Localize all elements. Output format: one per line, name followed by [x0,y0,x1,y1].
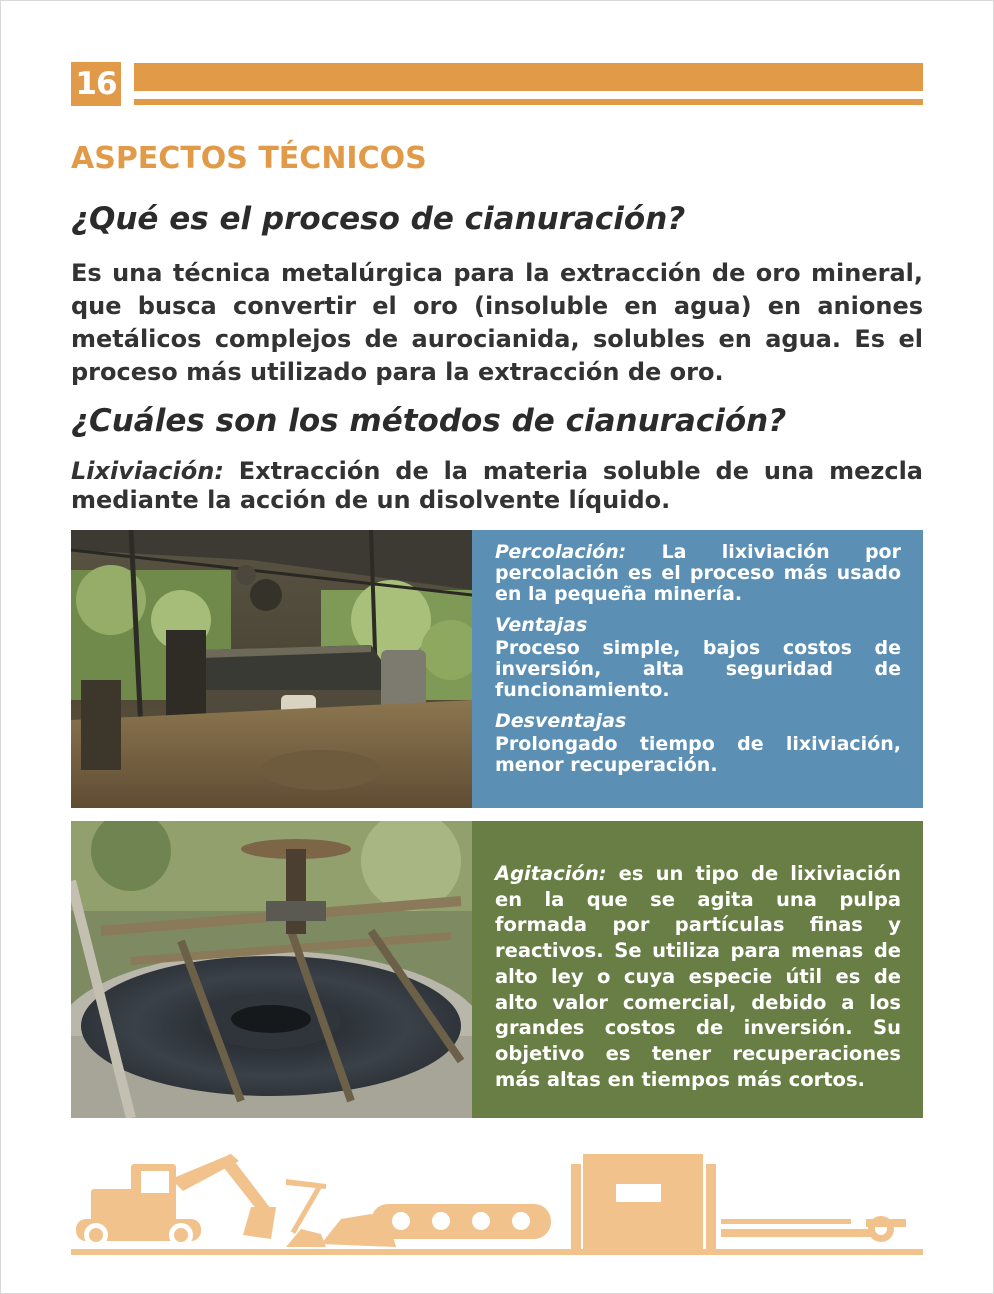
intro-paragraph: Es una técnica metalúrgica para la extracción de oro mineral, que busca convertir el oro (insoluble en agua) en aniones metálicos complejos de aurocianida, solubles en agua. Es el proceso más utilizado para la extracción de oro. [71,259,923,386]
header-bar [134,63,923,91]
ventajas-heading: Ventajas [495,614,588,636]
percolation-panel [472,530,923,808]
section-title: ASPECTOS TÉCNICOS [71,141,427,176]
agitation-text: es un tipo de lixiviación en la que se agita una pulpa formada por partículas finas y reactivos. Se utiliza para menas de alto ley o cuya especie útil es de alto valor comercial, debido a los grandes costos de inversión. Su objetivo es tener recuperaciones más altas en tiempos más cortos. [495,862,901,1091]
agitation-photo-graphic [71,821,472,1118]
percolation-photo [71,530,472,808]
lixiviacion-paragraph [71,457,923,515]
agitation-panel [472,821,923,1118]
percolation-photo-graphic [71,530,472,808]
question-heading-1: ¿Qué es el proceso de cianuración? [71,201,686,237]
question-heading-2: ¿Cuáles son los métodos de cianuración? [71,403,787,439]
desventajas-heading: Desventajas [495,710,627,732]
percolation-paragraph [495,542,901,605]
lixiviacion-term: Lixiviación: [71,457,224,485]
agitation-photo [71,821,472,1118]
agitation-paragraph [495,861,901,1092]
footer-machinery-illustration [71,1149,923,1259]
mining-machinery-icon [71,1149,923,1259]
agitation-term: Agitación: [495,862,607,885]
desventajas-text: Prolongado tiempo de lixiviación, menor recuperación. [495,733,901,776]
percolation-term: Percolación: [495,541,627,563]
ventajas-text: Proceso simple, bajos costos de inversión, alta seguridad de funcionamiento. [495,637,901,701]
page-number: 16 [71,62,121,106]
percolation-text: La lixiviación por percolación es el proceso más usado en la pequeña minería. [495,541,901,605]
header-line [134,99,923,105]
lixiviacion-definition: Extracción de la materia soluble de una mezcla mediante la acción de un disolvente líquido. [71,457,923,514]
